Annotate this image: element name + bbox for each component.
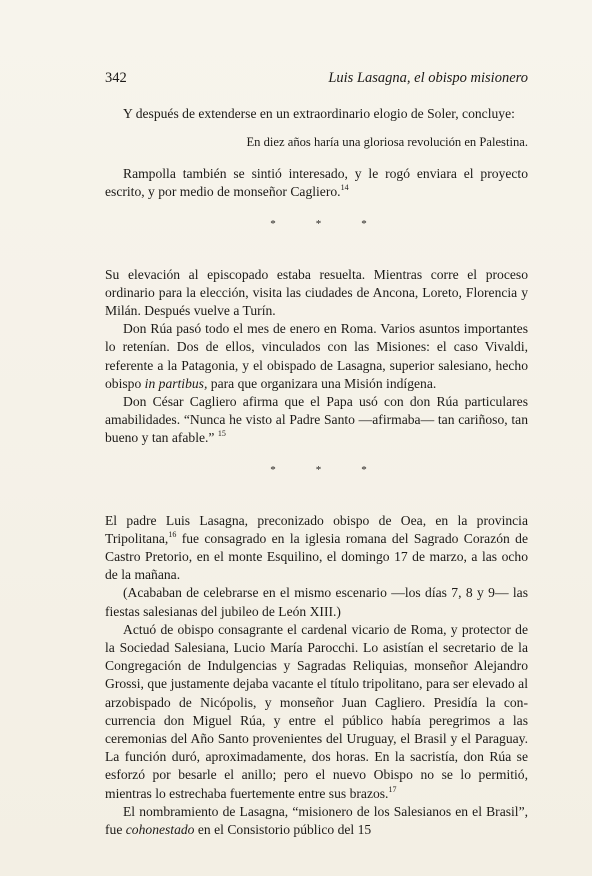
paragraph-3: Su elevación al episcopado estaba resuelta. Mientras corre el proceso ordinario para la elección, visita las ciudades de Ancona, Loreto, Florencia y Milán. Después vuelve a Turín. [105, 266, 528, 319]
footnote-ref-16: 16 [168, 529, 177, 539]
footnote-ref-17: 17 [388, 784, 397, 794]
paragraph-2 [105, 165, 528, 201]
paragraph-4-text-b: para que organizara una Misión indígena. [210, 375, 437, 391]
page-header [105, 70, 528, 87]
section-separator-1 [105, 218, 528, 230]
paragraph-9-italic: cohonestado [125, 822, 195, 838]
paragraph-2-text: Rampolla también se sintió interesado, y le rogó enviara el proyecto escrito, y por medio de monseñor Cagliero. [105, 166, 528, 200]
paragraph-9-text-a: El nombramiento de Lasagna, “misionero de los Salesianos en el Brasil”, fue [105, 803, 528, 838]
block-quote: En diez años haría una gloriosa revolución en Palestina. [246, 135, 528, 150]
paragraph-8 [105, 621, 528, 803]
paragraph-8-text: Actuó de obispo consagrante el cardenal vicario de Roma, y protector de la Sociedad Salesiana, Lucio María Parocchi. Lo asistían el secretario de la Congregación de Indulgencias y Sagradas Reliquias, monseñor Alejandro Grossi, que justamente dejaba vacante el título tripolitano, para ser elevado al arzobispado de Nicópolis, y monseñor Juan Cagliero. Presidía la concurrencia don Miguel Rúa, y entre el público había peregrimos a las ceremonias del Año Santo provenientes del Uruguay, el Brasil y el Paraguay. La función duró, aproximadamente, dos horas. En la sacristía, don Rúa se esforzó por besarle el anillo; pero el nuevo Obispo no se lo permitió, mientras lo estrechaba fuertemente entre sus brazos. [105, 621, 528, 801]
footnote-ref-14: 14 [340, 183, 349, 193]
separator-star: * [270, 217, 276, 230]
paragraph-9-text-b: en el Consistorio público del 15 [197, 822, 372, 838]
paragraph-4-text-a: Don Rúa pasó todo el mes de enero en Roma. Varios asuntos importantes lo retenían. Dos de ellos, vinculados con las Misiones: el caso Vivaldi, referente a la Patagonia, y el obispado de Lasagna, superior salesiano, hecho obispo [105, 321, 528, 391]
section-separator-2 [105, 464, 528, 476]
paragraph-4-italic: in partibus, [144, 375, 208, 391]
paragraph-6-text-a: El padre Luis Lasagna, preconizado obispo de Oea, en la provincia Tripolitana, [105, 512, 528, 546]
separator-star: * [270, 463, 276, 476]
paragraph-6 [105, 512, 528, 585]
page-number: 342 [105, 70, 127, 86]
paragraph-1: Y después de extenderse en un extraordinario elogio de Soler, concluye: [123, 106, 515, 121]
separator-star: * [315, 463, 322, 476]
separator-star: * [361, 463, 367, 476]
paragraph-4 [105, 320, 528, 393]
running-title: Luis Lasagna, el obispo misionero [328, 70, 528, 86]
paragraph-7: (Acababan de celebrarse en el mismo escenario —los días 7, 8 y 9— las fiestas salesianas del jubileo de León XIII.) [105, 585, 528, 619]
separator-star: * [361, 217, 367, 230]
paragraph-9 [105, 803, 528, 839]
paragraph-6-text-b: fue consagrado en la iglesia romana del Sagrado Corazón de Castro Pretorio, en el monte Esquilino, el domingo 17 de marzo, a las ocho de la mañana. [105, 530, 529, 583]
separator-star: * [315, 217, 322, 230]
paragraph-5 [105, 393, 528, 448]
footnote-ref-15: 15 [217, 429, 226, 439]
paragraph-5-text: Don César Cagliero afirma que el Papa usó con don Rúa particulares amabilidades. “Nunca he visto al Padre Santo —afirmaba— tan cariñoso, tan bueno y tan afable.” [105, 394, 528, 446]
